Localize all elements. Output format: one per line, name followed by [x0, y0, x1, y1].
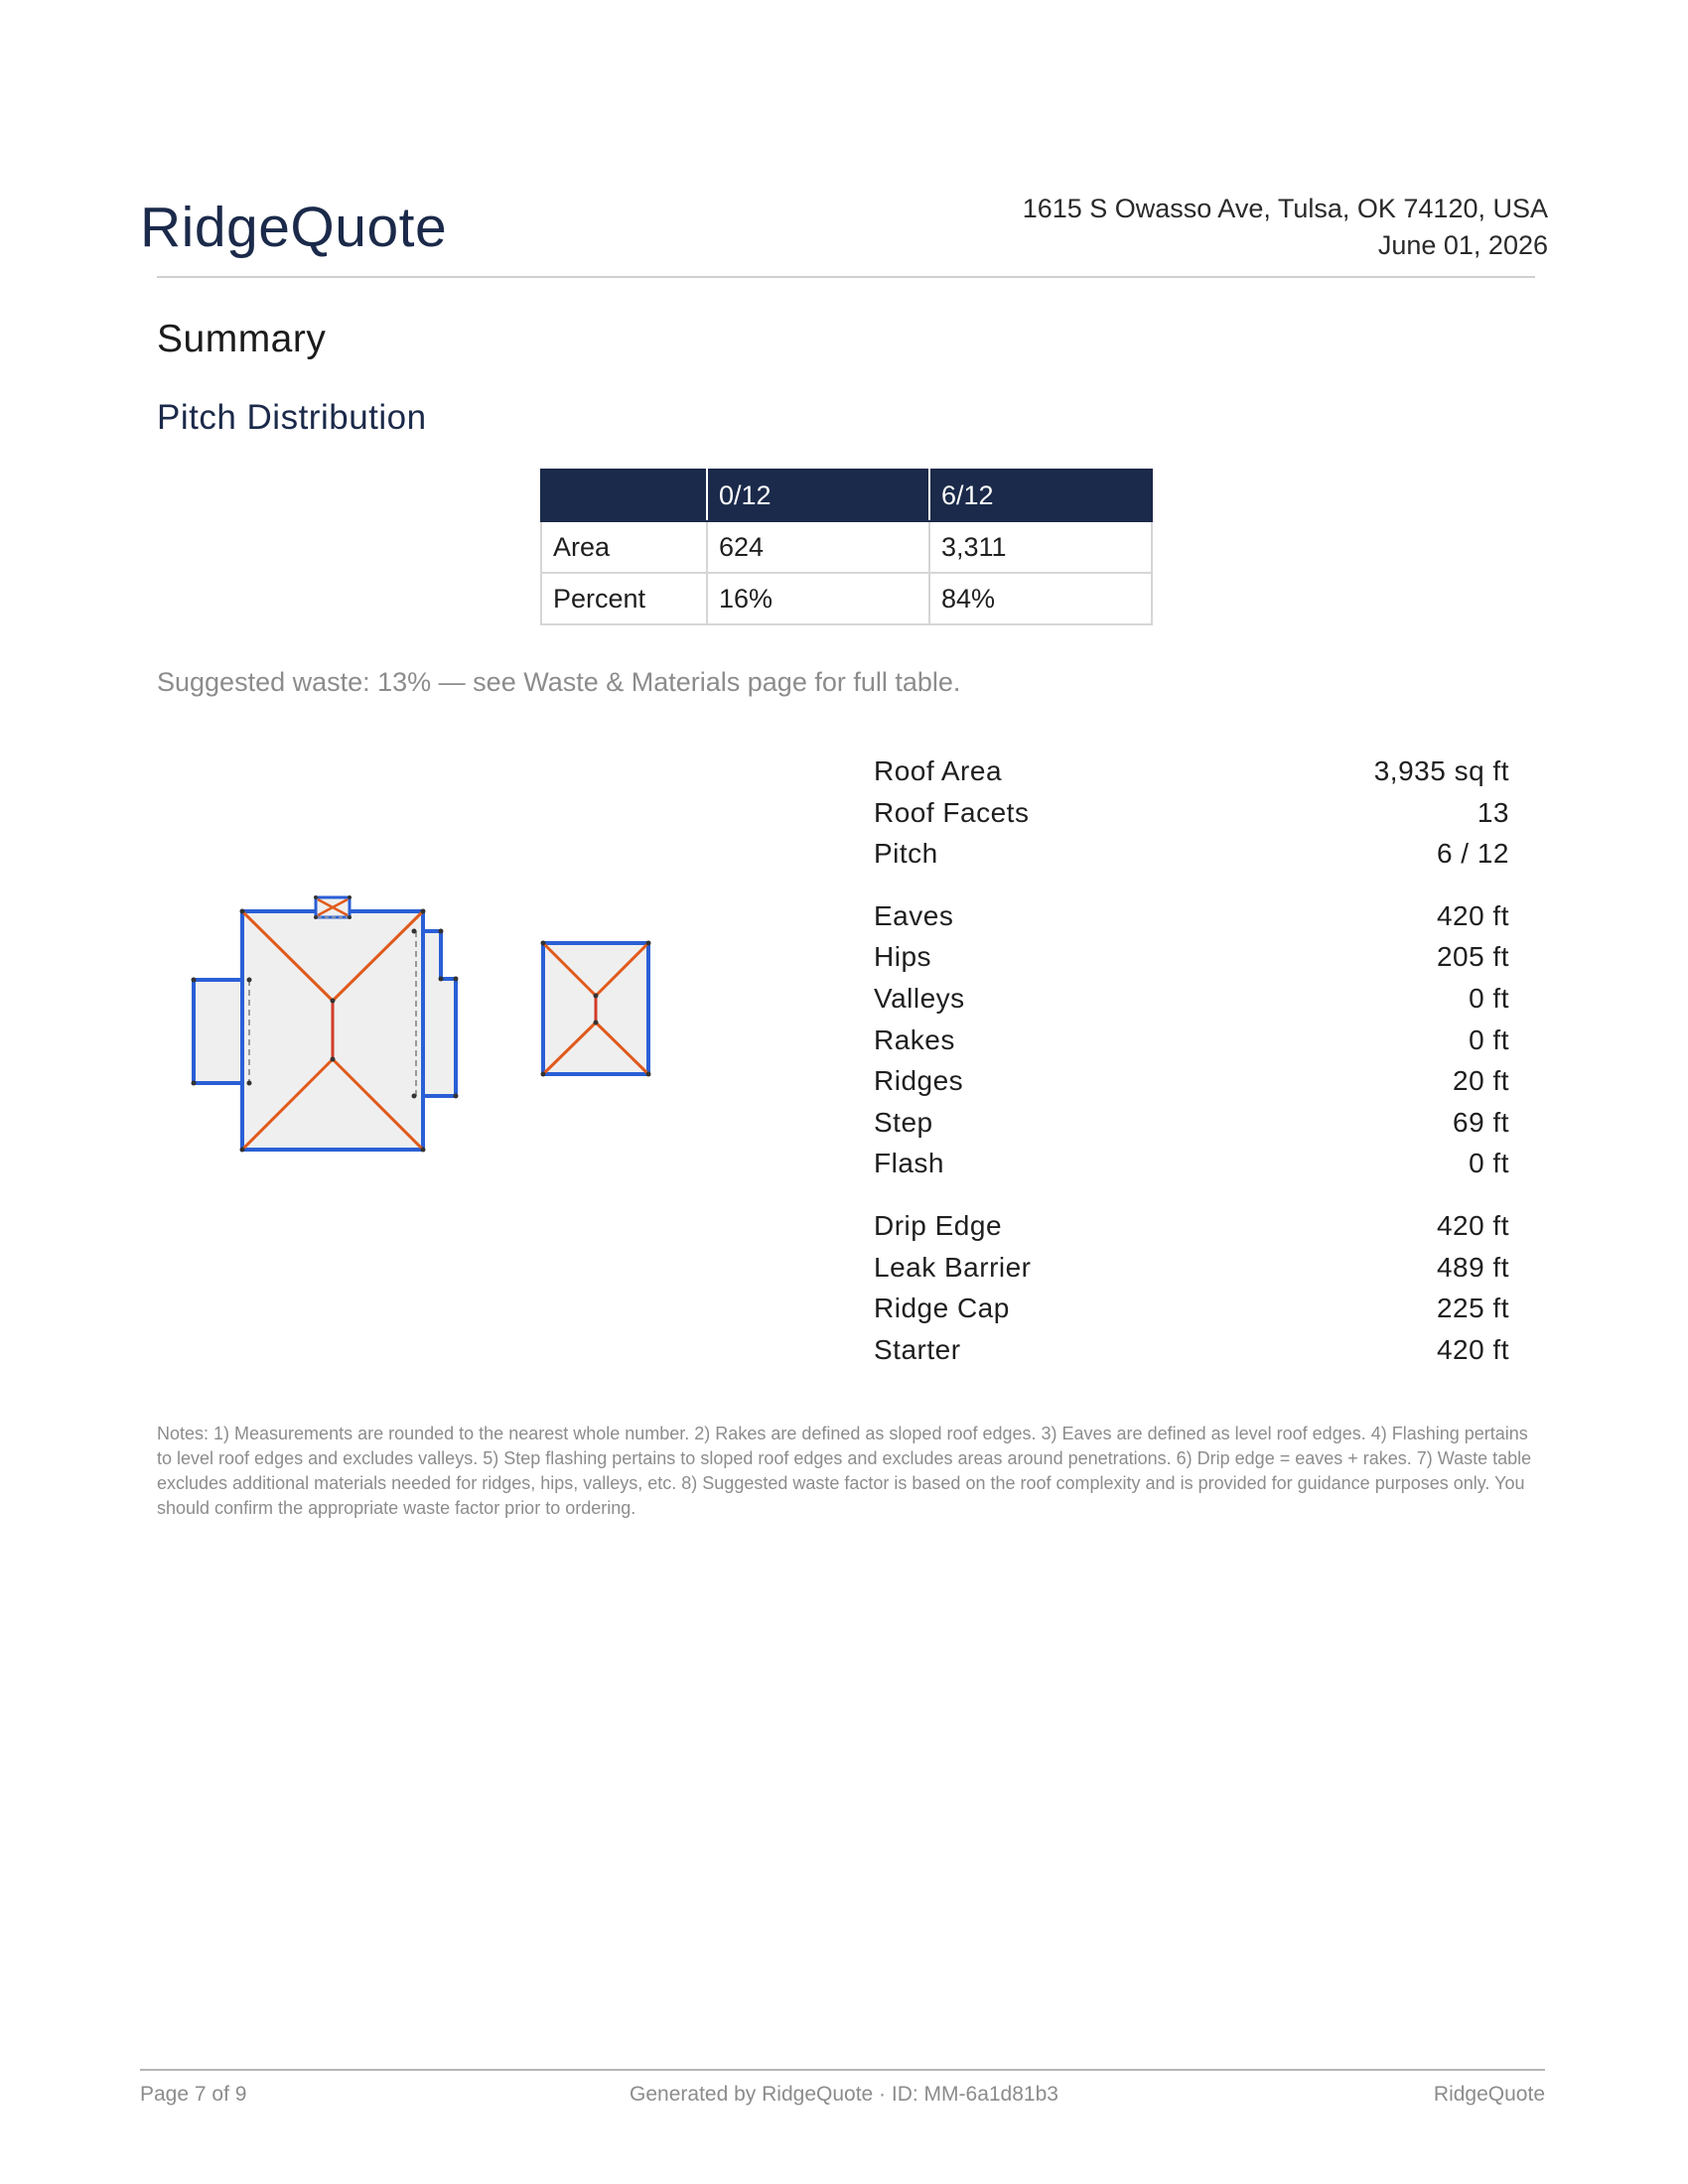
stat-value: 20 ft [1453, 1065, 1509, 1097]
section-title: Summary [157, 318, 327, 360]
stat-group-spacer [874, 875, 1509, 895]
row-label: Percent [541, 573, 707, 624]
table-header-cell: 6/12 [929, 470, 1152, 521]
detached-roof-block [541, 941, 651, 1077]
stat-label: Flash [874, 1148, 944, 1179]
measurement-notes: Notes: 1) Measurements are rounded to the nearest whole number. 2) Rakes are defined as sloped roof edges. 3) Eaves are defined as level roof edges. 4) Flashing pertains to level roof edges and excludes valleys. 5) Step flashing pertains to sloped roof edges and excludes areas around penetrations. 6) Drip edge = eaves + rakes. 7) Waste table excludes additional materials needed for ridges, hips, valleys, etc. 8) Suggested waste factor is based on the roof complexity and is provided for guidance purposes only. You should confirm the appropriate waste factor prior to ordering. [157, 1424, 1532, 1518]
stat-value: 0 ft [1469, 982, 1509, 1014]
page-number: Page 7 of 9 [140, 2083, 247, 2106]
stat-label: Roof Area [874, 755, 1003, 786]
property-address: 1615 S Owasso Ave, Tulsa, OK 74120, USA [1022, 194, 1548, 223]
stat-label: Ridge Cap [874, 1293, 1010, 1324]
stat-row-drip-edge [874, 1205, 1509, 1247]
stat-label: Starter [874, 1333, 961, 1365]
stat-label: Ridges [874, 1065, 964, 1097]
stat-row-step [874, 1102, 1509, 1144]
table-cell: 16% [707, 573, 929, 624]
stat-row-roof-facets [874, 792, 1509, 834]
suggested-waste-note: Suggested waste: 13% — see Waste & Materials page for full table. [157, 667, 961, 697]
stat-row-ridge-cap [874, 1288, 1509, 1329]
footer-brand: RidgeQuote [1433, 2083, 1545, 2106]
stat-value: 205 ft [1436, 941, 1509, 973]
pitch-distribution-title: Pitch Distribution [157, 398, 427, 437]
stat-label: Eaves [874, 899, 954, 931]
stat-row-pitch [874, 833, 1509, 875]
table-cell: 624 [707, 521, 929, 573]
stat-row-valleys [874, 978, 1509, 1020]
report-header-info [1023, 191, 1548, 264]
stat-row-rakes [874, 1020, 1509, 1061]
table-row [541, 521, 1152, 573]
stat-row-flash [874, 1143, 1509, 1184]
row-label: Area [541, 521, 707, 573]
report-date: June 01, 2026 [1377, 230, 1548, 260]
stat-label: Drip Edge [874, 1209, 1003, 1241]
stat-value: 3,935 sq ft [1373, 755, 1509, 786]
stat-value: 0 ft [1469, 1148, 1509, 1179]
stat-label: Rakes [874, 1024, 955, 1055]
roof-diagram [179, 884, 675, 1181]
stat-value: 13 [1477, 796, 1509, 828]
footer-divider [140, 2069, 1545, 2071]
stat-value: 420 ft [1436, 1333, 1509, 1365]
stat-value: 420 ft [1436, 899, 1509, 931]
stat-value: 225 ft [1436, 1293, 1509, 1324]
stat-label: Leak Barrier [874, 1251, 1032, 1283]
table-row [541, 573, 1152, 624]
stat-value: 69 ft [1453, 1106, 1509, 1138]
stat-row-starter [874, 1329, 1509, 1371]
pitch-distribution-table [540, 469, 1153, 625]
stat-value: 489 ft [1436, 1251, 1509, 1283]
header-divider [157, 276, 1535, 278]
measurement-summary [874, 751, 1509, 1370]
stat-value: 0 ft [1469, 1024, 1509, 1055]
brand-logo: RidgeQuote [140, 196, 448, 259]
table-cell: 84% [929, 573, 1152, 624]
table-header-cell [541, 470, 707, 521]
table-cell: 3,311 [929, 521, 1152, 573]
stat-row-leak-barrier [874, 1247, 1509, 1289]
stat-value: 420 ft [1436, 1209, 1509, 1241]
table-header-cell: 0/12 [707, 470, 929, 521]
stat-row-eaves [874, 895, 1509, 937]
stat-label: Valleys [874, 982, 965, 1014]
stat-row-ridges [874, 1060, 1509, 1102]
stat-label: Pitch [874, 838, 938, 870]
stat-group-spacer [874, 1184, 1509, 1205]
table-header-row [541, 470, 1152, 521]
stat-value: 6 / 12 [1436, 838, 1509, 870]
generated-by: Generated by RidgeQuote · ID: MM-6a1d81b3 [630, 2083, 1058, 2106]
stat-label: Roof Facets [874, 796, 1030, 828]
stat-label: Hips [874, 941, 932, 973]
stat-row-hips [874, 936, 1509, 978]
main-roof-block [192, 895, 459, 1153]
stat-label: Step [874, 1106, 933, 1138]
stat-row-roof-area [874, 751, 1509, 792]
